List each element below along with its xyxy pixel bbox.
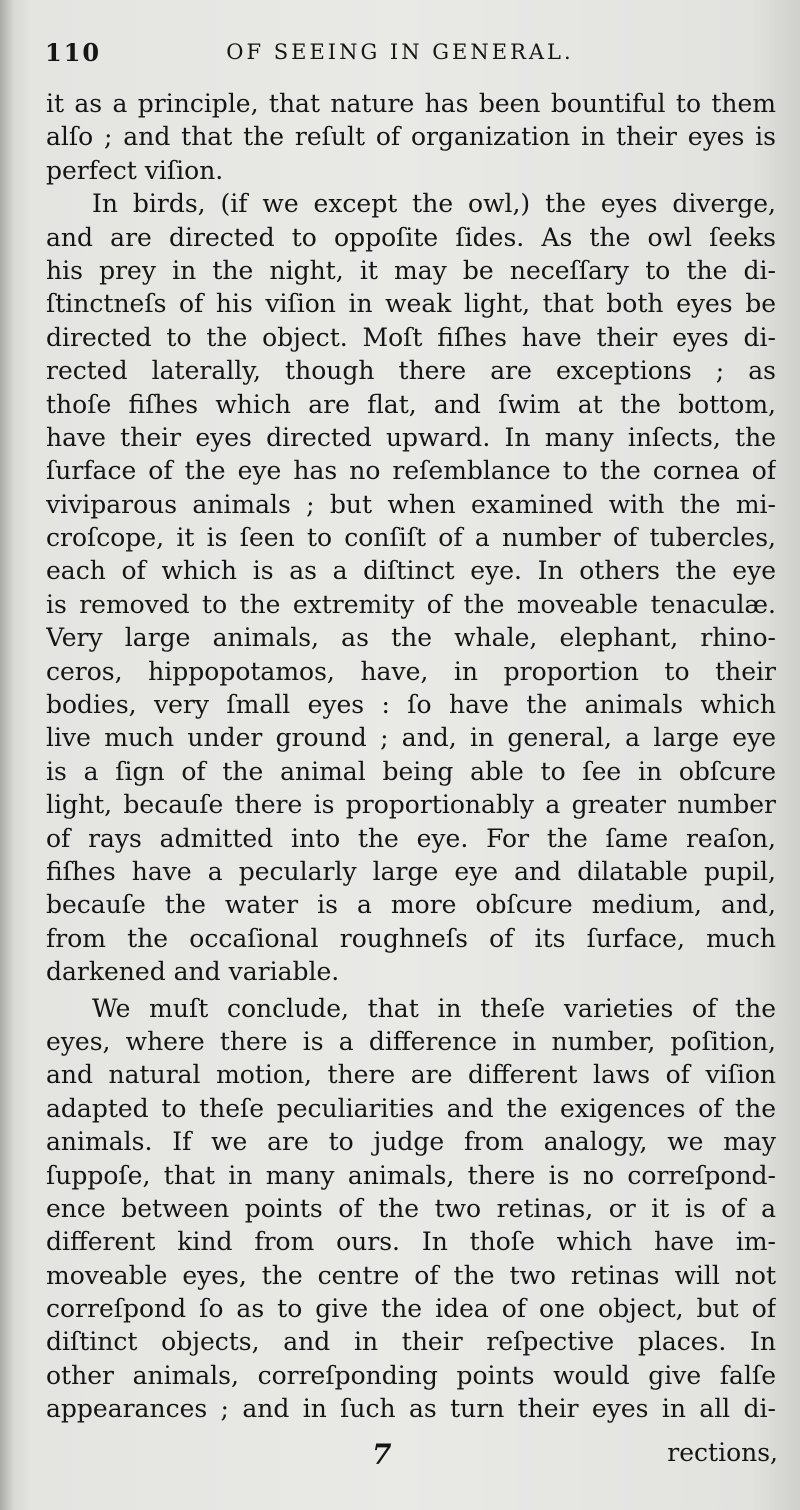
text-line: appearances ; and in ſuch as turn their eyes in all di- bbox=[46, 1394, 776, 1424]
text-line: viviparous animals ; but when examined with the mi- bbox=[46, 489, 776, 519]
text-line: fiſhes have a pecularly large eye and dilatable pupil, bbox=[46, 856, 776, 886]
page-gutter-shadow bbox=[0, 0, 14, 1510]
running-head: OF SEEING IN GENERAL. bbox=[226, 40, 574, 64]
text-line: darkened and variable. bbox=[46, 957, 340, 987]
text-line: and are directed to oppoſite ſides. As the owl ſeeks bbox=[46, 222, 776, 252]
text-line: light, becauſe there is proportionably a greater number bbox=[46, 790, 776, 820]
paragraph-start: We muſt conclude, that in theſe varieties of the bbox=[92, 993, 776, 1023]
text-line: diſtinct objects, and in their reſpective places. In bbox=[46, 1327, 776, 1357]
text-line: directed to the object. Moſt fiſhes have their eyes di- bbox=[46, 322, 776, 352]
text-line: eyes, where there is a difference in number, poſition, bbox=[46, 1026, 776, 1056]
text-line: it as a principle, that nature has been bountiful to them bbox=[46, 89, 776, 118]
text-line: and natural motion, there are different laws of viſion bbox=[46, 1060, 776, 1090]
text-line: bodies, very ſmall eyes : ſo have the animals which bbox=[46, 690, 776, 720]
text-line: ſurface of the eye has no reſemblance to the cornea of bbox=[46, 456, 776, 486]
text-line: animals. If we are to judge from analogy, we may bbox=[46, 1127, 776, 1157]
text-line: moveable eyes, the centre of the two retinas will not bbox=[46, 1260, 776, 1290]
text-line: is a ſign of the animal being able to ſee in obſcure bbox=[46, 756, 776, 786]
text-line: of rays admitted into the eye. For the ſame reaſon, bbox=[46, 823, 776, 853]
text-line: thoſe fiſhes which are flat, and ſwim at the bottom, bbox=[46, 389, 776, 419]
page-header bbox=[40, 30, 760, 70]
text-line: becauſe the water is a more obſcure medium, and, bbox=[46, 890, 776, 920]
text-line: rected laterally, though there are exceptions ; as bbox=[46, 356, 776, 386]
page-number: 110 bbox=[45, 38, 102, 67]
text-line: from the occaſional roughneſs of its ſurface, much bbox=[46, 923, 776, 953]
page-body bbox=[46, 87, 776, 1426]
text-line: is removed to the extremity of the moveable tenaculæ. bbox=[46, 589, 776, 619]
text-line: have their eyes directed upward. In many inſects, the bbox=[46, 422, 776, 452]
text-line: ceros, hippopotamos, have, in proportion to their bbox=[46, 656, 776, 686]
text-line: live much under ground ; and, in general, a large eye bbox=[46, 723, 776, 753]
text-line: alſo ; and that the reſult of organization in their eyes is bbox=[46, 122, 776, 152]
text-line: ſtinctneſs of his viſion in weak light, that both eyes be bbox=[46, 289, 776, 319]
text-line: ſuppoſe, that in many animals, there is no correſpond- bbox=[46, 1160, 776, 1190]
text-line: adapted to theſe peculiarities and the exigences of the bbox=[46, 1093, 776, 1123]
text-line: his prey in the night, it may be neceſſary to the di- bbox=[46, 255, 776, 285]
text-line: correſpond ſo as to give the idea of one object, but of bbox=[46, 1294, 776, 1324]
text-line: other animals, correſponding points would give falſe bbox=[46, 1360, 776, 1390]
text-line: ence between points of the two retinas, or it is of a bbox=[46, 1193, 776, 1223]
text-line: perfect viſion. bbox=[46, 155, 224, 185]
signature-mark: 7 bbox=[372, 1438, 392, 1471]
text-line: Very large animals, as the whale, elephant, rhino- bbox=[46, 623, 776, 653]
text-line: croſcope, it is ſeen to conſiſt of a number of tubercles, bbox=[46, 523, 776, 553]
text-line: each of which is as a diſtinct eye. In others the eye bbox=[46, 556, 776, 586]
catchword: rections, bbox=[667, 1438, 778, 1467]
paragraph-start: In birds, (if we except the owl,) the eyes diverge, bbox=[92, 189, 776, 219]
text-line: different kind from ours. In thoſe which have im- bbox=[46, 1227, 776, 1257]
